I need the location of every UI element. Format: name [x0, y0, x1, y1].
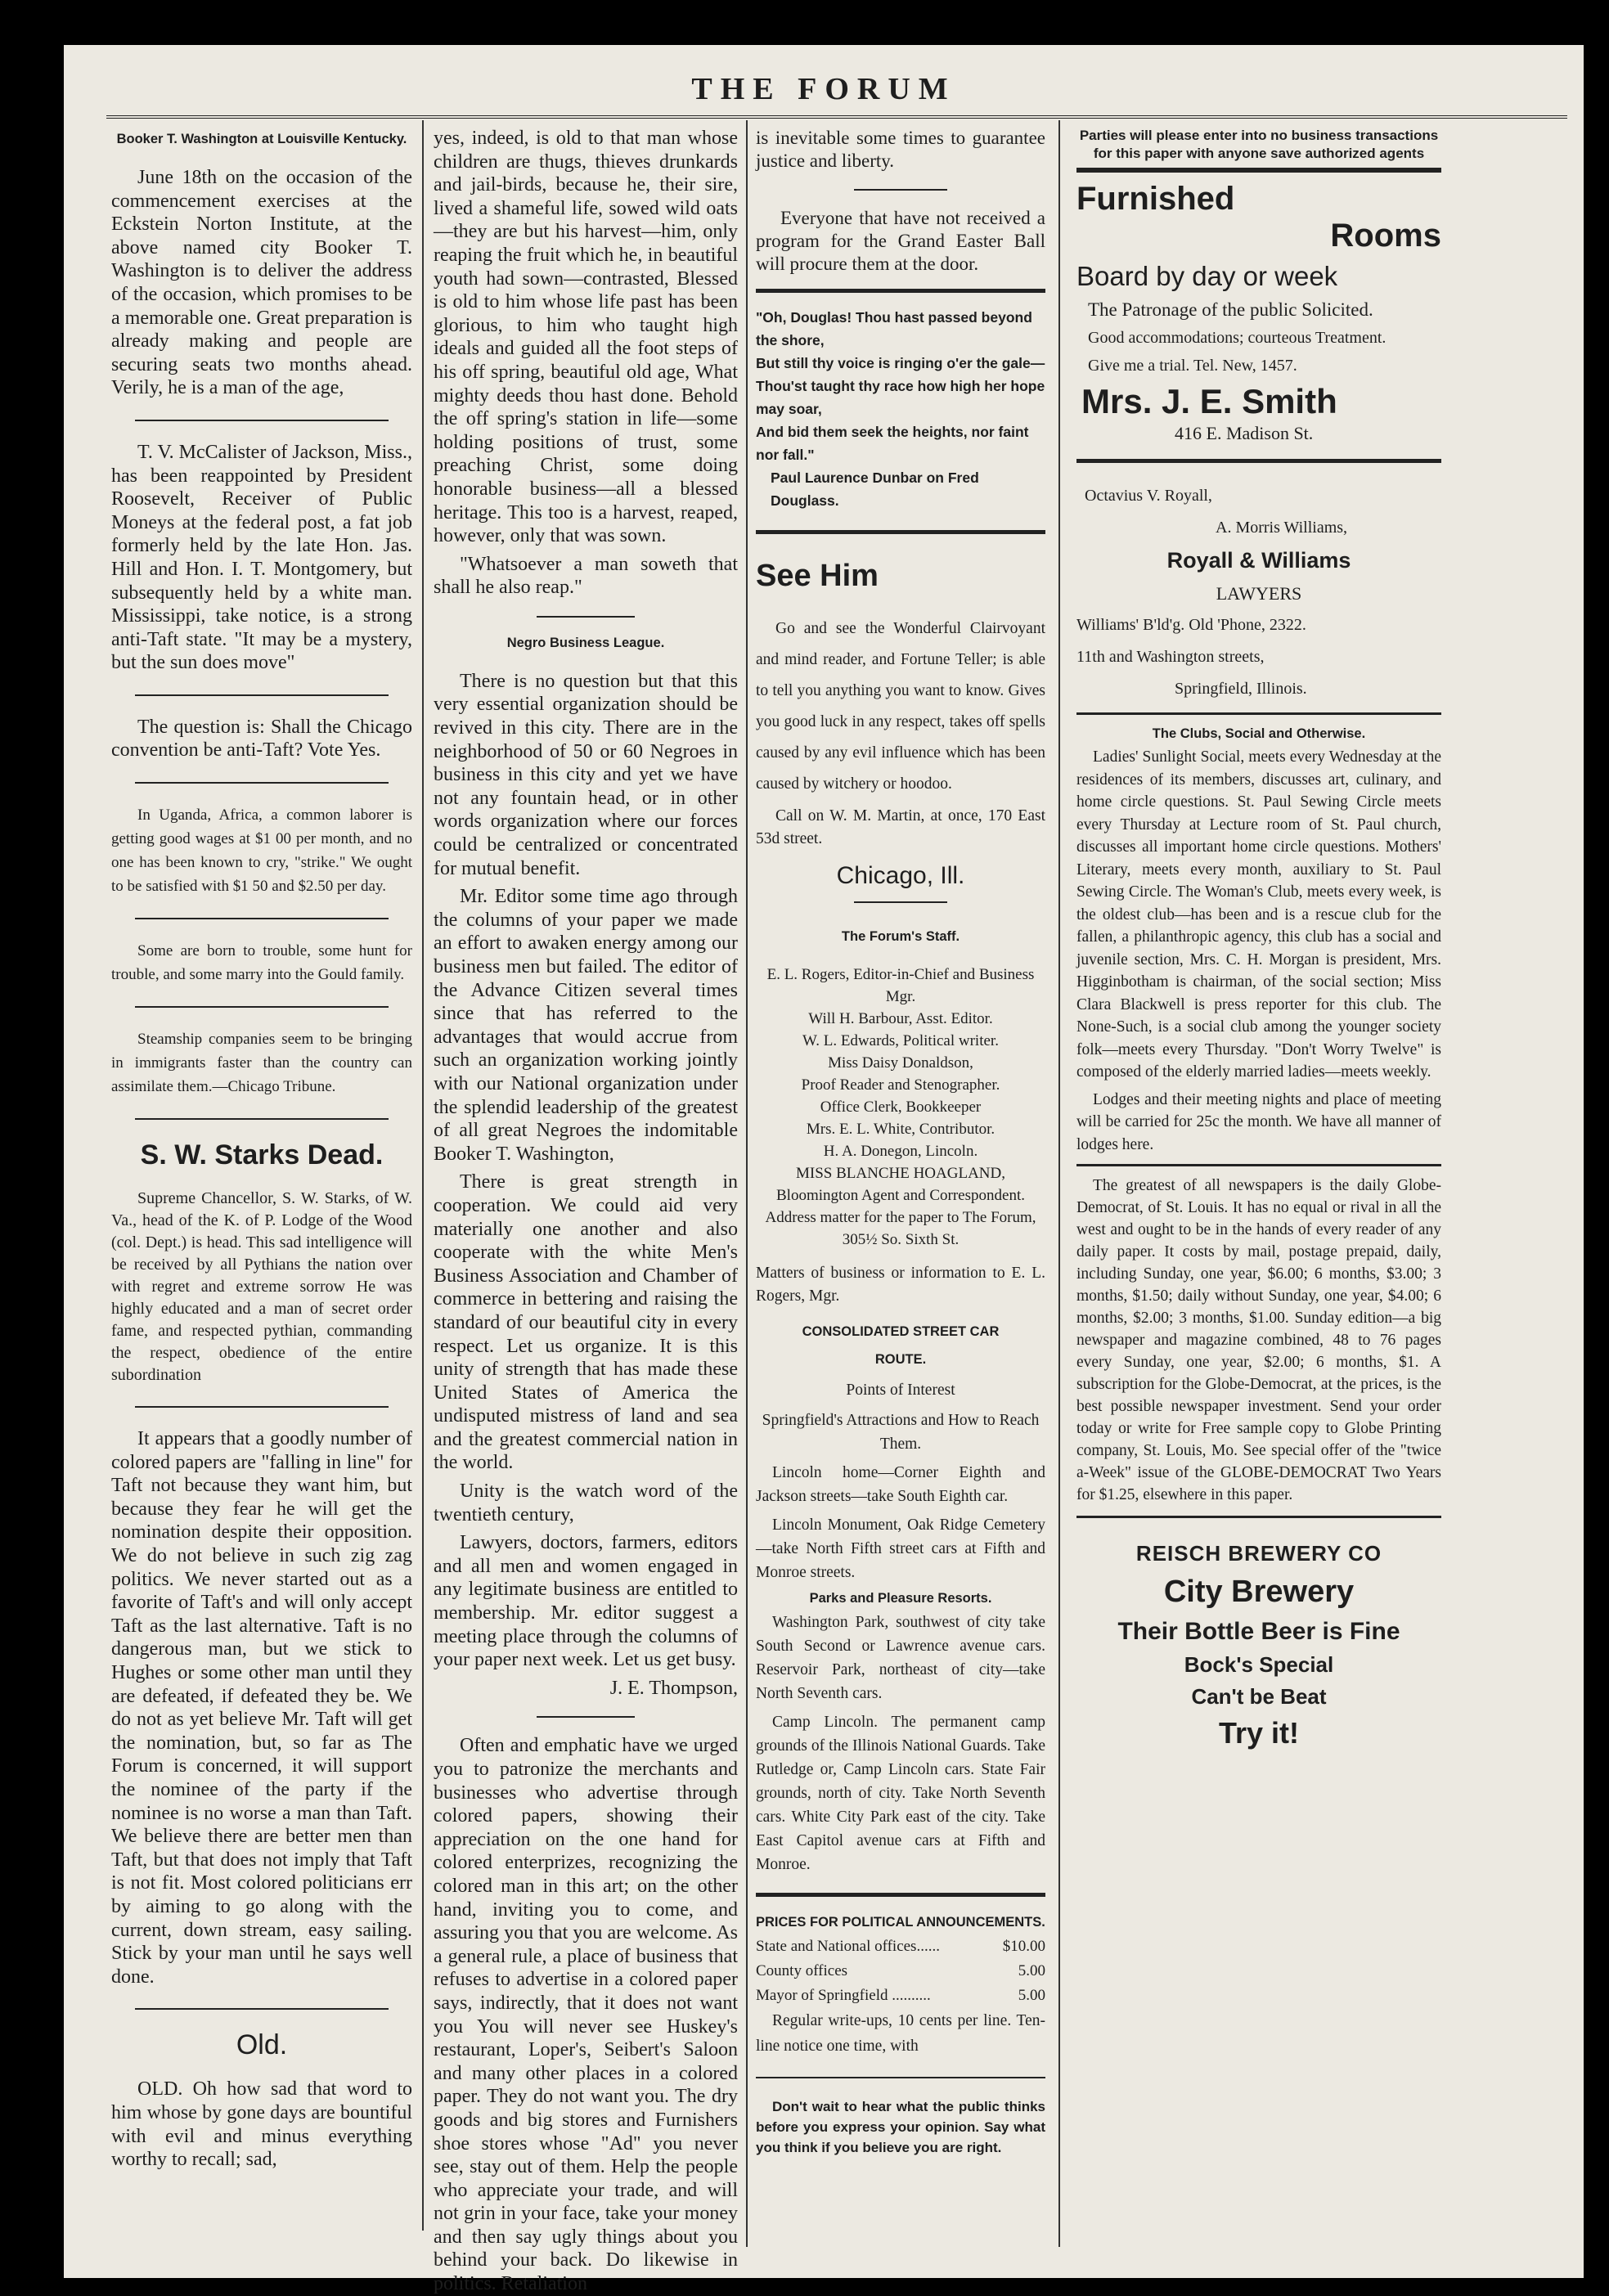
section-rule: [537, 616, 634, 618]
section-rule: [537, 1716, 634, 1718]
staff-item: MISS BLANCHE HOAGLAND,: [796, 1165, 1005, 1182]
ad-title: Rooms: [1330, 218, 1441, 254]
staff-item: Will H. Barbour, Asst. Editor.: [808, 1010, 993, 1027]
article-paragraph: June 18th on the occasion of the commencement exercises at the Eckstein Norton Institute, at the above named city Booker T. Washington is to deliver the address of the occasion, which promises to be a memorable one. Great preparation is already making and people are securing seats two months ahead. Verily, he is a man of the age,: [111, 167, 412, 399]
prices-label: State and National offices......: [756, 1938, 940, 1955]
ad-text: The Patronage of the public Solicited.: [1088, 299, 1373, 320]
poem-line: And bid them seek the heights, nor faint nor fall.": [756, 424, 1029, 463]
staff-item: W. L. Edwards, Political writer.: [802, 1032, 999, 1049]
parks-headline: Parks and Pleasure Resorts.: [809, 1591, 992, 1606]
section-rule: [756, 2077, 1045, 2078]
prices-value: 5.00: [1018, 1962, 1045, 1979]
route-item: Camp Lincoln. The permanent camp grounds of the Illinois National Guards. Take Rutledge or, Camp Lincoln cars. State Fair grounds, north of city. Take North Seventh cars. White City Park east of the city. Take East Capitol avenue cars at Fifth and Monroe.: [756, 1714, 1045, 1873]
prices-headline: PRICES FOR POLITICAL ANNOUNCEMENTS.: [756, 1915, 1045, 1930]
staff-item: H. A. Donegon, Lincoln.: [823, 1143, 978, 1160]
clubs-text: Ladies' Sunlight Social, meets every Wednesday at the residences of its members, discusses art, culinary, and home circle questions. St. Paul Sewing Circle meets every Thursday at Lecture room of St. Paul church, discusses all important home circle questions. Mothers' Literary, meets every month, auxiliary to St. Paul Sewing Circle. The Woman's Club, meets every week, is the oldest club—has been and is a rescue club for the fallen, a philanthropic agency, this club has a social and juvenile section, Mrs. C. H. Morgan is president, Mrs. Higginbotham is chairman, of the social section; Miss Clara Blackwell is press reporter for this club. The None-Such, is a social club among the younger society folk—meets every Thursday. "Don't Worry Twelve" is composed of the elderly married ladies—meets weekly.: [1076, 748, 1441, 1081]
ad-subtitle: Board by day or week: [1076, 261, 1338, 291]
brewery-title: City Brewery: [1163, 1575, 1355, 1609]
prices-label: Mayor of Springfield ..........: [756, 1987, 931, 2004]
prices-row: [756, 1959, 1045, 1984]
ad-title: Furnished: [1076, 181, 1235, 217]
section-rule: [1076, 459, 1441, 463]
brewery-slogan: Try it!: [1218, 1716, 1299, 1750]
ad-text: Give me a trial. Tel. New, 1457.: [1088, 357, 1297, 375]
route-subhead: Springfield's Attractions and How to Reach Them.: [762, 1412, 1040, 1453]
article-paragraph: Often and emphatic have we urged you to patronize the merchants and businesses who advertise through colored papers, showing their appreciation on the one hand for colored enterprizes, recognizing the colored man in this art; on the other hand, inviting you to come, and assuring you that you are welcome. As a general rule, a place of business that refuses to advertise in a colored paper says, indirectly, that it does not want you You will never see Huskey's restaurant, Loper's, Seibert's Saloon and many other places in a colored paper. They do not want you. The dry goods and big stores and Furnishers shoe stores whose "Ad" you never see, stay out of them. Help the people who appreciate your trade, and will not grin in your face, take your money and then say ugly things about you behind your back. Do likewise in politics. Retaliation: [434, 1735, 738, 2295]
ad-title: Mrs. J. E. Smith: [1081, 382, 1337, 420]
route-item: Washington Park, southwest of city take South Second or Lawrence avenue cars. Reservoir Park, northeast of city—take North Seventh cars.: [756, 1614, 1045, 1702]
section-rule: [135, 2008, 388, 2010]
staff-item: Address matter for the paper to The Forum, 305½ So. Sixth St.: [765, 1209, 1036, 1248]
article-paragraph: Lawyers, doctors, farmers, editors and all men and women engaged in any legitimate business are entitled to membership. Mr. editor suggest a meeting place through the columns of your paper next week. Let us get busy.: [434, 1532, 738, 1671]
article-paragraph: yes, indeed, is old to that man whose children are thugs, thieves drunkards and jail-birds, because he, their sire, lived a shameful life, sowed wild oats—they are but his harvest—him, only reaping the fruit which he, in beautiful youth had sown—contrasted, Blessed is old to him whose life past has been glorious, to him who taught high ideals and guided all the foot steps of his off spring, beautiful old age, What mighty deeds thou hast done. Behold the off spring's station in life—some holding positions of trust, some preaching Christ, some doing honorable business—all a blessed heritage. This too is a harvest, reaped, however, only that was sown.: [434, 128, 738, 547]
prices-row: [756, 1934, 1045, 1959]
section-rule: [1076, 712, 1441, 715]
ad-text: Octavius V. Royall,: [1085, 487, 1212, 505]
staff-note: Matters of business or information to E. L. Rogers, Mgr.: [756, 1265, 1045, 1305]
article-paragraph: Everyone that have not received a program for the Grand Easter Ball will procure them at the door.: [756, 208, 1045, 274]
section-rule: [135, 1006, 388, 1008]
staff-headline: The Forum's Staff.: [841, 929, 960, 944]
ad-text: 416 E. Madison St.: [1175, 423, 1314, 443]
route-item: Lincoln Monument, Oak Ridge Cemetery—take North Fifth street cars at Fifth and Monroe streets.: [756, 1516, 1045, 1581]
globe-ad-text: The greatest of all newspapers is the daily Globe-Democrat, of St. Louis. It has no equal or rival in all the west and ought to be in the hands of every reader of any daily paper. It costs by mail, postage prepaid, daily, including Sunday, one year, $6.00; 6 months, $3.00; 3 months, $1.50; daily without Sunday, one year, $4.00; 6 months, $2.00; 3 months, $1.00. Sunday edition—a big newspaper and magazine combined, 48 to 76 pages every Sunday, one year, $2.00; 6 months, $1. A subscription for the Globe-Democrat, at the prices, is the best possible newspaper investment. Send your order today or write for Free sample copy to Globe Printing company, St. Louis, Mo. See special offer of the "twice a-Week" issue of the GLOBE-DEMOCRAT Two Years for $1.25, elsewhere in this paper.: [1076, 1177, 1441, 1503]
column-rule: [746, 120, 748, 2247]
ad-text: 11th and Washington streets,: [1076, 648, 1265, 666]
staff-item: Bloomington Agent and Correspondent.: [776, 1187, 1025, 1204]
article-paragraph: OLD. Oh how sad that word to him whose by gone days are bountiful with evil and minus everything worthy to recall; sad,: [111, 2078, 412, 2171]
poem: [756, 306, 1045, 512]
article-paragraph: "Whatsoever a man soweth that shall he also reap.": [434, 553, 738, 599]
prices-value: $10.00: [1002, 1938, 1045, 1955]
article-paragraph: Supreme Chancellor, S. W. Starks, of W. Va., head of the K. of P. Lodge of the Wood (col. Dept.) is head. This sad intelligence will be received by all Pythians the nation over with regret and extreme sorrow He was highly educated and a man of secret order fame, and respected pythian, commanding the respect, obedience of the entire subordination: [111, 1189, 412, 1385]
staff-item: E. L. Rogers, Editor-in-Chief and Business Mgr.: [766, 966, 1035, 1005]
ad-text: Go and see the Wonderful Clairvoyant and mind reader, and Fortune Teller; is able to tell you anything you want to know. Gives you good luck in any respect, takes off spells caused by any evil influence which has been caused by witchery or hoodoo.: [756, 620, 1045, 793]
article-paragraph: It appears that a goodly number of colored papers are "falling in line" for Taft not because they want him, but because they fear he will get the nomination despite their opposition. We do not believe in such zig zag politics. We never started out as a favorite of Taft's and will only accept Taft as the last alternative. Taft is no dangerous man, but we stick to Hughes or some other man until they are defeated, if defeated they be. We do not as yet believe Mr. Taft will get the nomination, but, so far as The Forum is concerned, it will support the nominee of the party if the nominee is no worse a man than Taft. We believe there are better men than Taft, but that does not imply that Taft is not fit. Most colored politicians err by aiming to go along with the current, down stream, easy sailing. Stick by your man until he says well done.: [111, 1428, 412, 1988]
section-rule: [1076, 1516, 1441, 1518]
ad-text: Springfield, Illinois.: [1175, 680, 1307, 698]
section-rule: [756, 289, 1045, 293]
article-paragraph: There is no question but that this very essential organization should be revived in this city. There are in the neighborhood of 50 or 60 Negroes in business in this city and yet we have not any fountain head, or in other words organization where our forces could be centralized or concentrated for mutual benefit.: [434, 670, 738, 879]
column-rule: [1058, 120, 1060, 2247]
article-headline: Old.: [236, 2029, 288, 2061]
clubs-headline: The Clubs, Social and Otherwise.: [1152, 726, 1366, 741]
section-rule: [854, 189, 946, 191]
ad-text: Good accommodations; courteous Treatment.: [1088, 329, 1387, 347]
section-rule: [1076, 168, 1441, 173]
masthead-rule: [106, 115, 1567, 119]
poem-line: "Oh, Douglas! Thou hast passed beyond the shore,: [756, 309, 1032, 348]
section-rule: [135, 694, 388, 696]
newspaper-page: [64, 45, 1584, 2295]
masthead: THE FORUM: [691, 72, 956, 106]
poem-credit: Paul Laurence Dunbar on Fred Douglass.: [771, 470, 979, 509]
section-rule: [135, 782, 388, 784]
ad-title: See Him: [756, 559, 879, 593]
article-paragraph: Unity is the watch word of the twentieth century,: [434, 1480, 738, 1525]
section-rule: [135, 420, 388, 421]
article-paragraph: Mr. Editor some time ago through the columns of your paper we made an effort to awaken energy among our business men but failed. The editor of the Advance Citizen several times since that has referred to the advantages that would accrue from such an organization working jointly with our National organization under the splendid leadership of the greatest of all great Negroes the indomitable Booker T. Washington,: [434, 886, 738, 1165]
section-rule: [756, 530, 1045, 534]
route-item: Lincoln home—Corner Eighth and Jackson streets—take South Eighth car.: [756, 1464, 1045, 1505]
section-rule: [756, 1893, 1045, 1897]
brewery-name: REISCH BREWERY CO: [1135, 1541, 1382, 1566]
ad-title: Royall & Williams: [1166, 548, 1351, 573]
article-signature: J. E. Thompson,: [609, 1677, 738, 1699]
clubs-text: Lodges and their meeting nights and place of meeting will be carried for 25c the month. We have all manner of lodges here.: [1076, 1090, 1441, 1153]
staff-item: Miss Daisy Donaldson,: [828, 1054, 973, 1072]
staff-list: [756, 964, 1045, 1251]
poem-line: But still thy voice is ringing o'er the gale—: [756, 355, 1045, 371]
staff-item: Mrs. E. L. White, Contributor.: [806, 1121, 996, 1138]
section-rule: [135, 1406, 388, 1408]
ad-text: LAWYERS: [1216, 583, 1302, 604]
article-paragraph: Some are born to trouble, some hunt for trouble, and some marry into the Gould family.: [111, 942, 412, 984]
prices-label: County offices: [756, 1962, 848, 1979]
ad-text: Call on W. M. Martin, at once, 170 East 53d street.: [756, 807, 1045, 847]
section-rule: [135, 1118, 388, 1120]
article-headline: Negro Business League.: [506, 635, 665, 650]
prices-note: Regular write-ups, 10 cents per line. Ten-line notice one time, with: [756, 2012, 1045, 2055]
article-paragraph: The question is: Shall the Chicago convention be anti-Taft? Vote Yes.: [111, 716, 412, 762]
staff-item: Proof Reader and Stenographer.: [801, 1076, 1000, 1094]
brewery-slogan: Their Bottle Beer is Fine: [1117, 1618, 1400, 1645]
article-paragraph: There is great strength in cooperation. We could aid very materially one another and also cooperate with the white Men's Business Association and Chamber of commerce in bettering and raising the standard of our beautiful city in every respect. Let us organize. It is this unity of strength that has made these United States of America the undisputed mistress of land and sea and the greatest commercial nation in the world.: [434, 1171, 738, 1474]
route-headline: CONSOLIDATED STREET CAR: [802, 1324, 1000, 1339]
article-headline: S. W. Starks Dead.: [140, 1139, 384, 1171]
section-rule: [135, 918, 388, 919]
brewery-slogan: Bock's Special: [1184, 1652, 1334, 1677]
ad-text: A. Morris Williams,: [1216, 519, 1348, 537]
staff-item: Office Clerk, Bookkeeper: [820, 1099, 982, 1116]
prices-row: [756, 1984, 1045, 2008]
route-subhead: Points of Interest: [846, 1382, 955, 1399]
ad-title: Chicago, Ill.: [836, 862, 965, 889]
column-4: [1070, 127, 1448, 2278]
article-paragraph: is inevitable some times to guarantee justice and liberty.: [756, 128, 1045, 171]
route-headline: ROUTE.: [874, 1352, 927, 1367]
article-headline: Booker T. Washington at Louisville Kentucky.: [116, 132, 407, 146]
notice: Parties will please enter into no business transactions for this paper with anyone save authorized agents: [1079, 128, 1439, 161]
prices-value: 5.00: [1018, 1987, 1045, 2004]
ad-text: Williams' B'ld'g. Old 'Phone, 2322.: [1076, 616, 1306, 634]
poem-line: Thou'st taught thy race how high her hope may soar,: [756, 378, 1045, 417]
column-3: [749, 127, 1052, 2278]
column-2: [434, 127, 738, 2295]
opinion-note: Don't wait to hear what the public thinks before you express your opinion. Say what you think if you believe you are right.: [756, 2099, 1045, 2155]
brewery-slogan: Can't be Beat: [1191, 1684, 1327, 1709]
column-rule: [422, 120, 424, 2231]
section-rule: [1076, 1164, 1441, 1166]
article-paragraph: Steamship companies seem to be bringing in immigrants faster than the country can assimilate them.—Chicago Tribune.: [111, 1031, 412, 1096]
article-paragraph: In Uganda, Africa, a common laborer is getting good wages at $1 00 per month, and no one has been known to cry, "strike." We ought to be satisfied with $1 50 and $2.50 per day.: [111, 807, 412, 896]
section-rule: [854, 901, 946, 903]
column-1: [111, 127, 412, 2262]
article-paragraph: T. V. McCalister of Jackson, Miss., has been reappointed by President Roosevelt, Receiver of Public Moneys at the federal post, a fat job formerly held by the late Hon. Jas. Hill and Hon. I. T. Montgomery, but subsequently held by a white man. Mississippi, take notice, is a strong anti-Taft state. "It may be a mystery, but the sun does move": [111, 441, 412, 674]
